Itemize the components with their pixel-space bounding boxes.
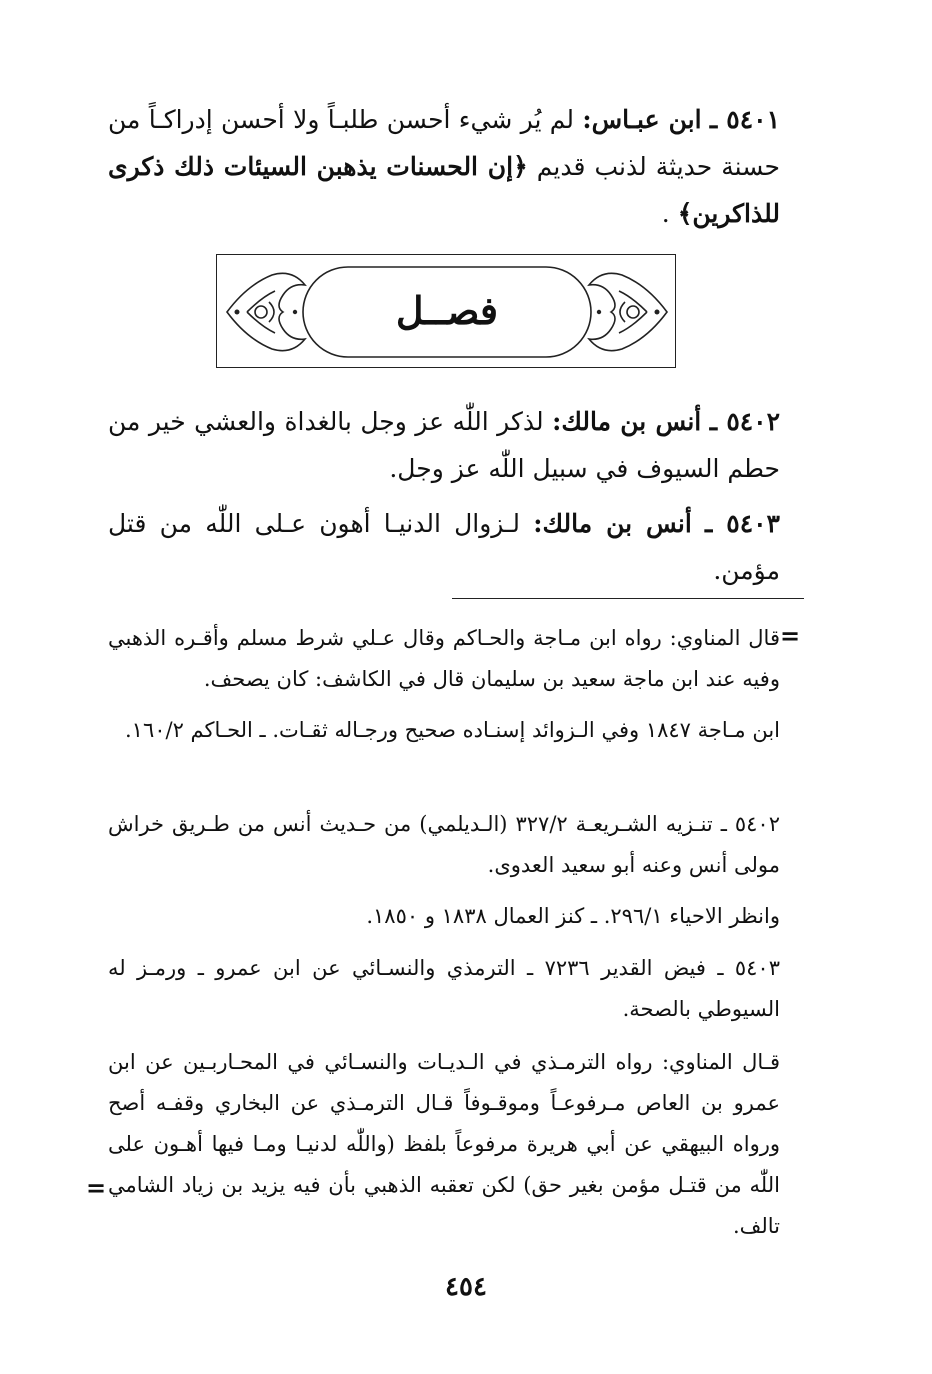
section-heading: فصــل <box>395 288 499 333</box>
hadith-text: لذكر اللّٰه عز وجل بالغداة والعشي خير من حطم السيوف في سبيل اللّٰه عز وجل. <box>108 407 780 483</box>
footnote-separator <box>452 598 804 599</box>
continuation-mark-bottom: = <box>86 1174 107 1202</box>
hadith-text: لم يُر شيء أحسن طلبـاً ولا أحسن إدراكـاً من حسنة حديثة لذنب قديم <box>108 105 780 181</box>
hadith-entry-5403 <box>108 500 780 594</box>
narrator-name: ابن عبـاس: <box>582 105 702 134</box>
section-heading-frame <box>216 254 676 368</box>
quran-quote: ﴿إن الحسنات يذهبن السيئات ذلك ذكرى للذاكرين﴾ <box>108 152 780 228</box>
hadith-entry-5402 <box>108 398 780 492</box>
page-number: ٤٥٤ <box>445 1272 487 1302</box>
footnote-paragraph: قال المناوي: رواه ابن مـاجة والحـاكم وقال عـلي شرط مسلم وأقـره الذهبي وفيه عند ابن ماجة سعيد بن سليمان قال في الكاشف: كان يصحف. <box>108 626 780 691</box>
entry-ending: . <box>661 199 670 228</box>
continuation-mark-top: = <box>780 622 801 650</box>
footnote-paragraph: وانظر الاحياء ٢٩٦/١. ـ كنز العمال ١٨٣٨ و ١٨٥٠. <box>366 904 780 928</box>
narrator-name: أنس بن مالك: <box>533 509 692 538</box>
entry-number: ٥٤٠٣ ـ <box>704 509 780 538</box>
footnote-paragraph: ابن مـاجة ١٨٤٧ وفي الـزوائد إسنـاده صحيح ورجـاله ثقـات. ـ الحـاكم ١٦٠/٢. <box>124 718 780 742</box>
narrator-name: أنس بن مالك: <box>552 407 702 436</box>
footnote-paragraph: ٥٤٠٣ ـ فيض القدير ٧٢٣٦ ـ الترمذي والنسـائي عن ابن عمرو ـ ورمـز له السيوطي بالصحة. <box>108 956 780 1021</box>
entry-number: ٥٤٠١ ـ <box>709 105 781 134</box>
footnote-paragraph: قـال المناوي: رواه الترمـذي في الـديـات والنسـائي في المحـاربـين عن ابن عمرو بن العاص مـرفوعـاً وموقـوفاً قـال الترمـذي عن البخاري وقفـه أصح ورواه البيهقي عن أبي هريرة مرفوعاً بلفظ (واللّٰه لدنيـا ومـا فيها أهـون على اللّٰه من قتـل مؤمن بغير حق) لكن تعقبه الذهبي بأن فيه يزيد بن زياد الشامي تالف. <box>108 1050 780 1238</box>
hadith-text: لـزوال الدنيـا أهون عـلى اللّٰه من قتل مؤمن. <box>108 509 780 585</box>
hadith-entry-5401 <box>108 96 780 237</box>
footnote-paragraph: ٥٤٠٢ ـ تنـزيه الشـريعـة ٣٢٧/٢ (الـديلمي) من حـديث أنس من طـريق خراش مولى أنس وعنه أبو سعيد العدوى. <box>108 812 780 877</box>
entry-number: ٥٤٠٢ ـ <box>709 407 781 436</box>
